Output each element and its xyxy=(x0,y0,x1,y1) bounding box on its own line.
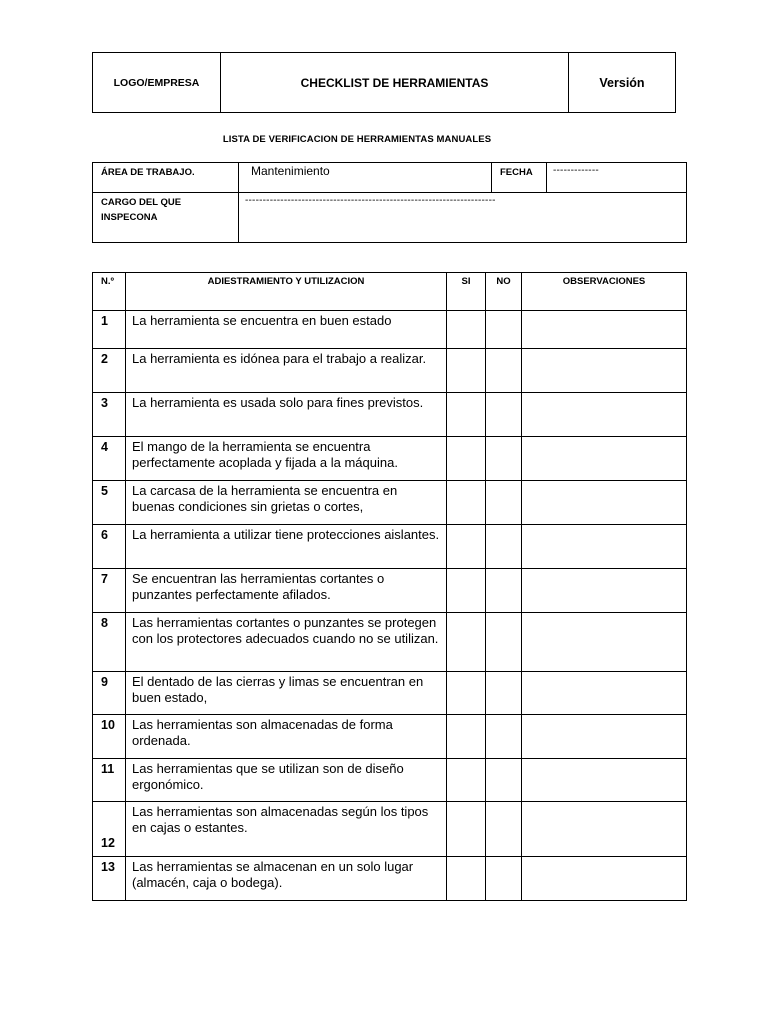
observaciones-cell[interactable] xyxy=(522,672,687,715)
row-number: 5 xyxy=(93,481,126,525)
row-item-text: El dentado de las cierras y limas se encuentran en buen estado, xyxy=(126,672,447,715)
row-number: 12 xyxy=(93,802,126,857)
col-header-number: N.º xyxy=(93,273,126,311)
table-row xyxy=(93,715,687,759)
no-checkbox-cell[interactable] xyxy=(486,715,522,759)
row-item-text: La herramienta es idónea para el trabajo a realizar. xyxy=(126,349,447,393)
table-row xyxy=(93,613,687,672)
info-table xyxy=(92,162,687,243)
observaciones-cell[interactable] xyxy=(522,393,687,437)
row-item-text: Las herramientas son almacenadas de forma ordenada. xyxy=(126,715,447,759)
table-row xyxy=(93,311,687,349)
no-checkbox-cell[interactable] xyxy=(486,481,522,525)
row-item-text: La carcasa de la herramienta se encuentra en buenas condiciones sin grietas o cortes, xyxy=(126,481,447,525)
col-header-observaciones: OBSERVACIONES xyxy=(522,273,687,311)
si-checkbox-cell[interactable] xyxy=(447,672,486,715)
cargo-label-line1: CARGO DEL QUE xyxy=(101,197,182,208)
row-number: 8 xyxy=(93,613,126,672)
row-number: 3 xyxy=(93,393,126,437)
row-item-text: Las herramientas cortantes o punzantes se protegen con los protectores adecuados cuando no se utilizan. xyxy=(126,613,447,672)
no-checkbox-cell[interactable] xyxy=(486,311,522,349)
row-number: 4 xyxy=(93,437,126,481)
table-row xyxy=(93,759,687,802)
cargo-label xyxy=(93,193,239,243)
cargo-value: ----------------------------------------------------------------------- xyxy=(239,193,687,243)
no-checkbox-cell[interactable] xyxy=(486,437,522,481)
observaciones-cell[interactable] xyxy=(522,525,687,569)
row-number: 1 xyxy=(93,311,126,349)
row-number: 6 xyxy=(93,525,126,569)
row-item-text: La herramienta es usada solo para fines previstos. xyxy=(126,393,447,437)
checklist-table xyxy=(92,272,687,901)
si-checkbox-cell[interactable] xyxy=(447,613,486,672)
table-row xyxy=(93,437,687,481)
si-checkbox-cell[interactable] xyxy=(447,311,486,349)
row-item-text: Las herramientas que se utilizan son de diseño ergonómico. xyxy=(126,759,447,802)
observaciones-cell[interactable] xyxy=(522,857,687,901)
si-checkbox-cell[interactable] xyxy=(447,525,486,569)
observaciones-cell[interactable] xyxy=(522,613,687,672)
row-item-text: La herramienta se encuentra en buen estado xyxy=(126,311,447,349)
row-number: 7 xyxy=(93,569,126,613)
row-item-text: El mango de la herramienta se encuentra perfectamente acoplada y fijada a la máquina. xyxy=(126,437,447,481)
observaciones-cell[interactable] xyxy=(522,311,687,349)
cargo-label-line2: INSPECONA xyxy=(101,212,158,223)
no-checkbox-cell[interactable] xyxy=(486,759,522,802)
table-row xyxy=(93,569,687,613)
observaciones-cell[interactable] xyxy=(522,759,687,802)
fecha-value: ------------- xyxy=(547,163,687,193)
document-title: CHECKLIST DE HERRAMIENTAS xyxy=(221,53,569,113)
fecha-label: FECHA xyxy=(492,163,547,193)
row-item-text: Las herramientas son almacenadas según los tipos en cajas o estantes. xyxy=(126,802,447,857)
observaciones-cell[interactable] xyxy=(522,481,687,525)
row-number: 10 xyxy=(93,715,126,759)
checklist-subtitle: LISTA DE VERIFICACION DE HERRAMIENTAS MANUALES xyxy=(222,134,492,145)
table-row xyxy=(93,349,687,393)
no-checkbox-cell[interactable] xyxy=(486,349,522,393)
row-item-text: Se encuentran las herramientas cortantes o punzantes perfectamente afilados. xyxy=(126,569,447,613)
table-row xyxy=(93,393,687,437)
si-checkbox-cell[interactable] xyxy=(447,569,486,613)
si-checkbox-cell[interactable] xyxy=(447,857,486,901)
si-checkbox-cell[interactable] xyxy=(447,349,486,393)
row-number: 13 xyxy=(93,857,126,901)
table-row xyxy=(93,672,687,715)
observaciones-cell[interactable] xyxy=(522,349,687,393)
row-item-text: La herramienta a utilizar tiene protecciones aislantes. xyxy=(126,525,447,569)
area-value: Mantenimiento xyxy=(239,163,492,193)
table-row xyxy=(93,857,687,901)
si-checkbox-cell[interactable] xyxy=(447,802,486,857)
observaciones-cell[interactable] xyxy=(522,569,687,613)
observaciones-cell[interactable] xyxy=(522,802,687,857)
no-checkbox-cell[interactable] xyxy=(486,393,522,437)
row-item-text: Las herramientas se almacenan en un solo lugar (almacén, caja o bodega). xyxy=(126,857,447,901)
checklist-header-row xyxy=(93,273,687,311)
no-checkbox-cell[interactable] xyxy=(486,569,522,613)
area-label: ÁREA DE TRABAJO. xyxy=(93,163,239,193)
version-label: Versión xyxy=(569,53,676,113)
table-row xyxy=(93,802,687,857)
observaciones-cell[interactable] xyxy=(522,437,687,481)
si-checkbox-cell[interactable] xyxy=(447,393,486,437)
no-checkbox-cell[interactable] xyxy=(486,613,522,672)
table-row xyxy=(93,525,687,569)
col-header-item: ADIESTRAMIENTO Y UTILIZACION xyxy=(126,273,447,311)
row-number: 2 xyxy=(93,349,126,393)
si-checkbox-cell[interactable] xyxy=(447,715,486,759)
observaciones-cell[interactable] xyxy=(522,715,687,759)
si-checkbox-cell[interactable] xyxy=(447,759,486,802)
col-header-si: SI xyxy=(447,273,486,311)
row-number: 11 xyxy=(93,759,126,802)
no-checkbox-cell[interactable] xyxy=(486,525,522,569)
col-header-no: NO xyxy=(486,273,522,311)
row-number: 9 xyxy=(93,672,126,715)
logo-company-cell: LOGO/EMPRESA xyxy=(93,53,221,113)
no-checkbox-cell[interactable] xyxy=(486,802,522,857)
no-checkbox-cell[interactable] xyxy=(486,672,522,715)
table-row xyxy=(93,481,687,525)
si-checkbox-cell[interactable] xyxy=(447,437,486,481)
si-checkbox-cell[interactable] xyxy=(447,481,486,525)
no-checkbox-cell[interactable] xyxy=(486,857,522,901)
header-table xyxy=(92,52,676,113)
